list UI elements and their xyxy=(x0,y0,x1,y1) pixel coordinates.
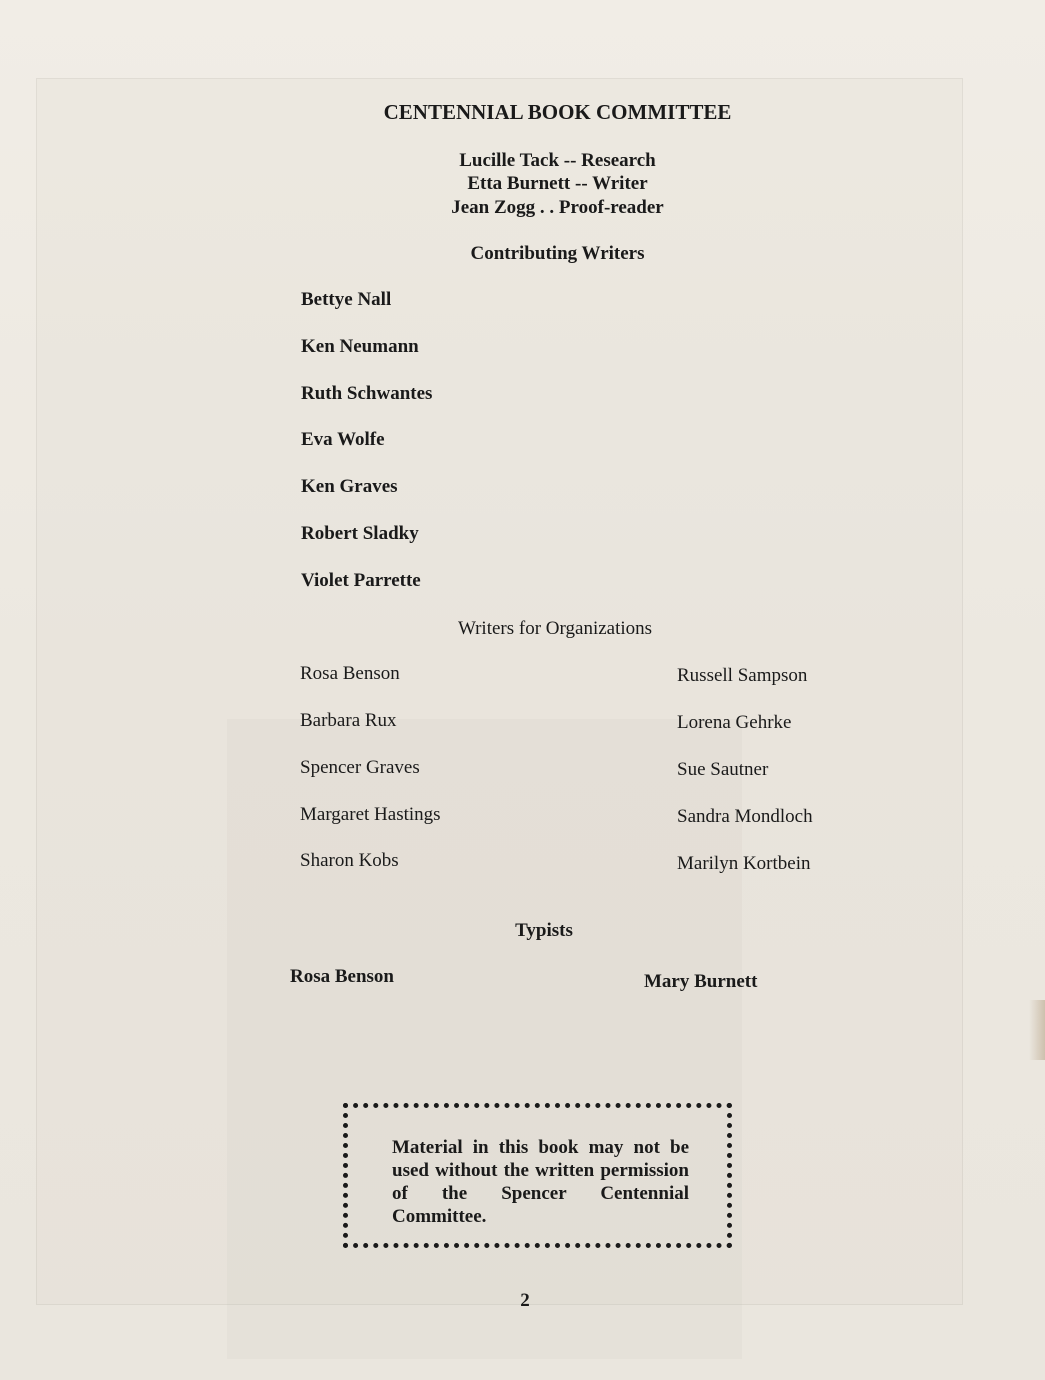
page-title: CENTENNIAL BOOK COMMITTEE xyxy=(383,100,732,124)
copyright-notice-box xyxy=(343,1103,732,1248)
org-writer: Spencer Graves xyxy=(300,757,420,778)
contributing-writer: Eva Wolfe xyxy=(301,429,385,450)
contributing-writers-heading: Contributing Writers xyxy=(470,243,645,264)
typist: Rosa Benson xyxy=(290,966,394,987)
committee-member: Jean Zogg . . Proof-reader xyxy=(451,197,664,218)
org-writer: Sharon Kobs xyxy=(300,850,399,871)
org-writer: Rosa Benson xyxy=(300,663,400,684)
org-writer: Marilyn Kortbein xyxy=(677,853,811,874)
committee-member: Etta Burnett -- Writer xyxy=(467,173,648,194)
contributing-writer: Ken Graves xyxy=(301,476,398,497)
contributing-writer: Ken Neumann xyxy=(301,336,419,357)
contributing-writer: Robert Sladky xyxy=(301,523,419,544)
org-writer: Margaret Hastings xyxy=(300,804,441,825)
typist: Mary Burnett xyxy=(644,971,758,992)
org-writer: Lorena Gehrke xyxy=(677,712,792,733)
org-writers-heading: Writers for Organizations xyxy=(457,618,653,639)
contributing-writer: Ruth Schwantes xyxy=(301,383,433,404)
copyright-notice: Material in this book may not be used without the written permission of the Spencer Centennial Committee. xyxy=(392,1137,689,1227)
org-writer: Barbara Rux xyxy=(300,710,397,731)
page-number: 2 xyxy=(520,1290,530,1311)
committee-member: Lucille Tack -- Research xyxy=(459,150,656,171)
page-edge-stain xyxy=(1029,1000,1045,1060)
typists-heading: Typists xyxy=(515,920,573,941)
org-writer: Russell Sampson xyxy=(677,665,808,686)
org-writer: Sue Sautner xyxy=(677,759,769,780)
org-writer: Sandra Mondloch xyxy=(677,806,813,827)
contributing-writer: Violet Parrette xyxy=(301,570,421,591)
contributing-writer: Bettye Nall xyxy=(301,289,392,310)
